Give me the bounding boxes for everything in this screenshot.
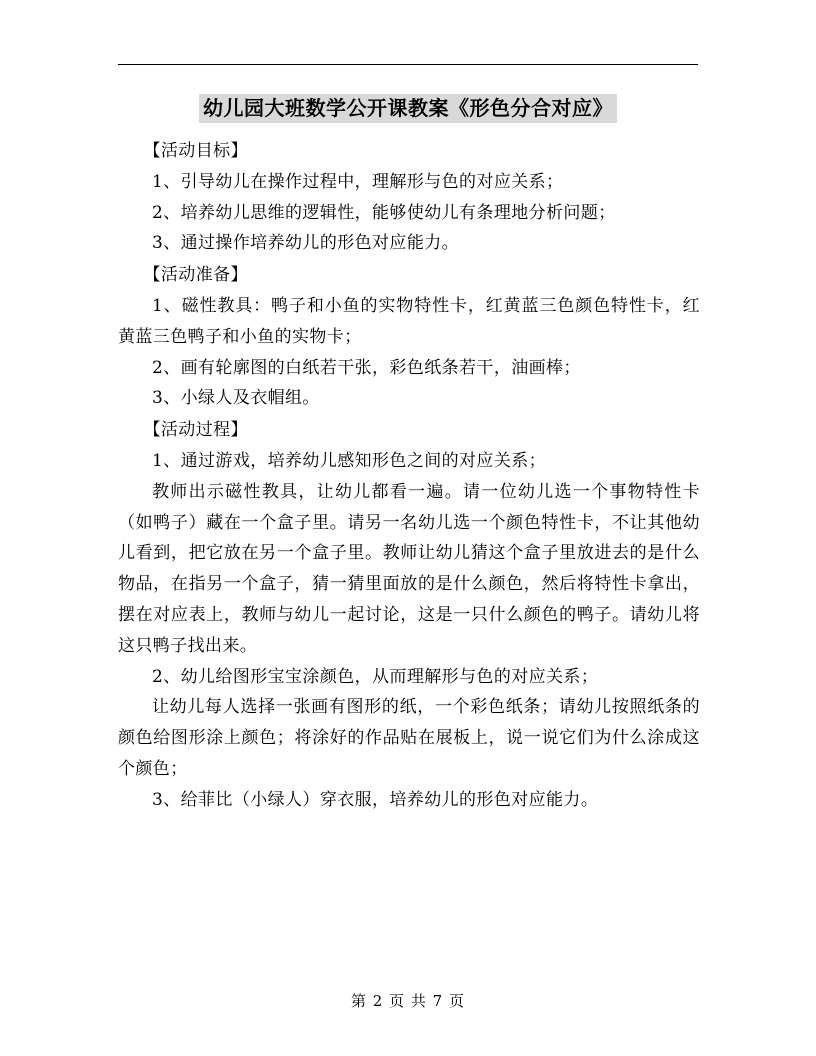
paragraph: 1、通过游戏，培养幼儿感知形色之间的对应关系；	[152, 450, 547, 471]
paragraph: 2、画有轮廓图的白纸若干张，彩色纸条若干，油画棒；	[152, 357, 581, 378]
document-title: 幼儿园大班数学公开课教案《形色分合对应》	[199, 94, 617, 123]
paragraph: 2、培养幼儿思维的逻辑性，能够使幼儿有条理地分析问题；	[152, 202, 616, 223]
title-container	[118, 94, 698, 123]
paragraph: 3、给菲比（小绿人）穿衣服，培养幼儿的形色对应能力。	[152, 789, 599, 810]
document-body	[118, 135, 700, 816]
paragraph: 1、引导幼儿在操作过程中，理解形与色的对应关系；	[152, 171, 564, 192]
header-rule	[118, 64, 698, 65]
page-number: 第 2 页 共 7 页	[351, 992, 465, 1010]
paragraph: 让幼儿每人选择一张画有图形的纸，一个彩色纸条；请幼儿按照纸条的颜色给图形涂上颜色；将涂好的作品贴在展板上，说一说它们为什么涂成这个颜色；	[118, 697, 700, 779]
paragraph: 教师出示磁性教具，让幼儿都看一遍。请一位幼儿选一个事物特性卡（如鸭子）藏在一个盒子里。请另一名幼儿选一个颜色特性卡，不让其他幼儿看到，把它放在另一个盒子里。教师让幼儿猜这个盒子里放进去的是什么物品，在指另一个盒子，猜一猜里面放的是什么颜色，然后将特性卡拿出，摆在对应表上，教师与幼儿一起讨论，这是一只什么颜色的鸭子。请幼儿将这只鸭子找出来。	[118, 481, 700, 656]
paragraph: 3、通过操作培养幼儿的形色对应能力。	[152, 233, 460, 254]
section-heading-preparation: 【活动准备】	[143, 265, 248, 286]
section-heading-goals: 【活动目标】	[143, 141, 248, 161]
paragraph: 1、磁性教具：鸭子和小鱼的实物特性卡，红黄蓝三色颜色特性卡，红黄蓝三色鸭子和小鱼的实物卡；	[118, 295, 700, 347]
section-heading-process: 【活动过程】	[143, 420, 248, 441]
paragraph: 3、小绿人及衣帽组。	[152, 388, 320, 409]
paragraph: 2、幼儿给图形宝宝涂颜色，从而理解形与色的对应关系；	[152, 666, 599, 687]
